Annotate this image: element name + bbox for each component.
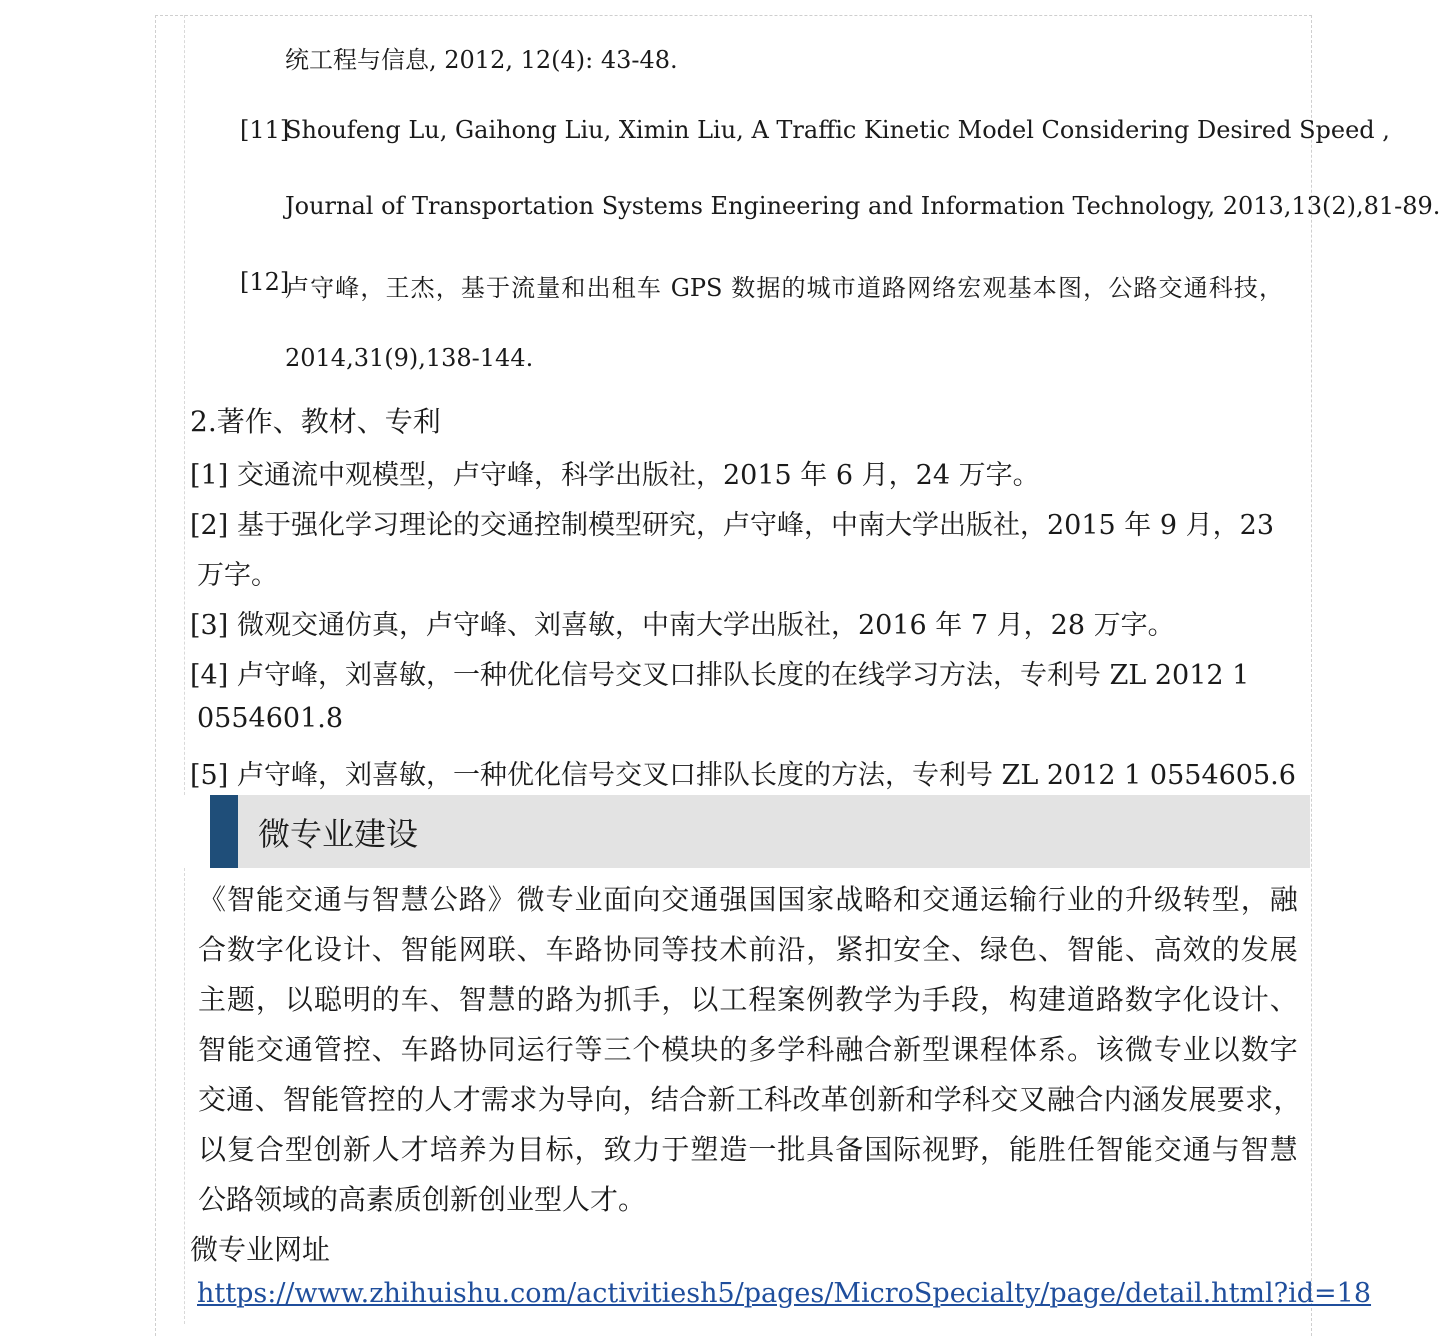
book-text-cont: 万字。: [197, 560, 278, 591]
book-item: [190, 503, 1298, 542]
paragraph-line: 公路领域的高素质创新创业型人才。: [198, 1183, 647, 1216]
ref12-line2: 2014,31(9),138-144.: [285, 344, 534, 372]
book-text: 卢守峰，刘喜敏，一种优化信号交叉口排队长度的方法，专利号 ZL 2012 1 0554605.6: [237, 760, 1296, 791]
paragraph-line: 智能交通管控、车路协同运行等三个模块的多学科融合新型课程体系。该微专业以数字: [198, 1033, 1298, 1066]
book-text: 交通流中观模型，卢守峰，科学出版社，2015 年 6 月，24 万字。: [237, 460, 1040, 491]
patent-item: [190, 753, 1298, 792]
paragraph-line: 交通、智能管控的人才需求为导向，结合新工科改革创新和学科交叉融合内涵发展要求，: [198, 1083, 1302, 1116]
margin-guide: [184, 868, 185, 1324]
url-label: 微专业网址: [190, 1233, 331, 1266]
book-item: [190, 603, 1298, 642]
paragraph-line: 《智能交通与智慧公路》微专业面向交通强国国家战略和交通运输行业的升级转型，融: [198, 883, 1298, 916]
book-number: [3]: [190, 610, 229, 641]
section-title: 微专业建设: [258, 815, 419, 853]
book-number: [4]: [190, 660, 229, 691]
paragraph-line: 合数字化设计、智能网联、车路协同等技术前沿，紧扣安全、绿色、智能、高效的发展: [198, 933, 1298, 966]
ref11-line1: Shoufeng Lu, Gaihong Liu, Ximin Liu, A Traffic Kinetic Model Considering Desired Speed ,: [285, 116, 1390, 144]
paragraph-line: 主题，以聪明的车、智慧的路为抓手，以工程案例教学为手段，构建道路数字化设计、: [198, 983, 1298, 1016]
ref11-number: [11]: [240, 116, 290, 144]
book-text: 基于强化学习理论的交通控制模型研究，卢守峰，中南大学出版社，2015 年 9 月，23: [237, 510, 1274, 541]
book-text-cont: 0554601.8: [197, 703, 344, 734]
section-banner: [210, 795, 1310, 868]
ref12-line1: 卢守峰，王杰，基于流量和出租车 GPS 数据的城市道路网络宏观基本图，公路交通科技，: [285, 274, 1283, 302]
micro-major-link[interactable]: https://www.zhihuishu.com/activitiesh5/pages/MicroSpecialty/page/detail.html?id=18: [197, 1278, 1372, 1309]
book-number: [5]: [190, 760, 229, 791]
margin-guide: [184, 15, 185, 795]
books-heading: 2.著作、教材、专利: [190, 405, 441, 438]
book-text: 卢守峰，刘喜敏，一种优化信号交叉口排队长度的在线学习方法，专利号 ZL 2012 1: [237, 660, 1250, 691]
ref12-number: [12]: [240, 268, 290, 296]
accent-bar: [210, 795, 238, 868]
book-number: [1]: [190, 460, 229, 491]
book-number: [2]: [190, 510, 229, 541]
ref10-tail: 统工程与信息, 2012, 12(4): 43-48.: [285, 46, 678, 74]
book-item: [190, 453, 1298, 492]
book-text: 微观交通仿真，卢守峰、刘喜敏，中南大学出版社，2016 年 7 月，28 万字。: [237, 610, 1175, 641]
paragraph-line: 以复合型创新人才培养为目标，致力于塑造一批具备国际视野，能胜任智能交通与智慧: [198, 1133, 1298, 1166]
patent-item: [190, 653, 1298, 692]
ref11-line2: Journal of Transportation Systems Engineering and Information Technology, 2013,13(2),81-89.: [285, 192, 1441, 220]
